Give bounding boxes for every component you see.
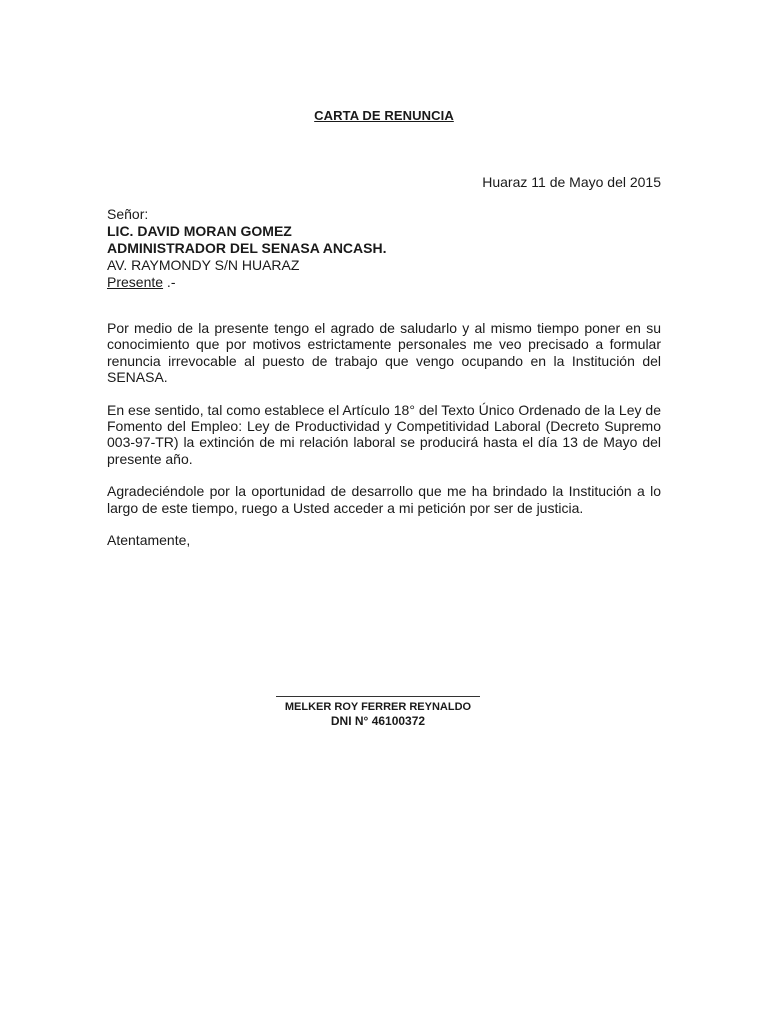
- letter-date: Huaraz 11 de Mayo del 2015: [482, 174, 661, 190]
- presente-suffix: .-: [163, 274, 176, 290]
- recipient-block: [107, 206, 387, 291]
- letter-body: [107, 320, 661, 564]
- signature-block: [276, 696, 480, 728]
- paragraph-1: Por medio de la presente tengo el agrado de saludarlo y al mismo tiempo poner en su conocimiento que por motivos estrictamente personales me veo precisado a formular renuncia irrevocable al puesto de trabajo que vengo ocupando en la Institución del SENASA.: [107, 320, 661, 386]
- recipient-name: LIC. DAVID MORAN GOMEZ: [107, 223, 292, 239]
- recipient-presente: [107, 274, 387, 291]
- presente-word: Presente: [107, 274, 164, 290]
- recipient-salutation: Señor:: [107, 206, 149, 222]
- signature-line: [276, 696, 480, 697]
- paragraph-3: Agradeciéndole por la oportunidad de desarrollo que me ha brindado la Institución a lo largo de este tiempo, ruego a Usted acceder a mi petición por ser de justicia.: [107, 483, 661, 516]
- recipient-address: AV. RAYMONDY S/N HUARAZ: [107, 257, 300, 273]
- letter-title: CARTA DE RENUNCIA: [314, 108, 454, 123]
- letter-closing: Atentamente,: [107, 532, 191, 549]
- signature-dni: DNI N° 46100372: [330, 714, 426, 728]
- paragraph-2: En ese sentido, tal como establece el Artículo 18° del Texto Único Ordenado de la Ley de Fomento del Empleo: Ley de Productividad y Competitividad Laboral (Decreto Supremo 003-97-TR) la extinción de mi relación laboral se producirá hasta el día 13 de Mayo del presente año.: [107, 401, 661, 467]
- recipient-position: ADMINISTRADOR DEL SENASA ANCASH.: [107, 240, 387, 256]
- signature-name: MELKER ROY FERRER REYNALDO: [284, 701, 472, 713]
